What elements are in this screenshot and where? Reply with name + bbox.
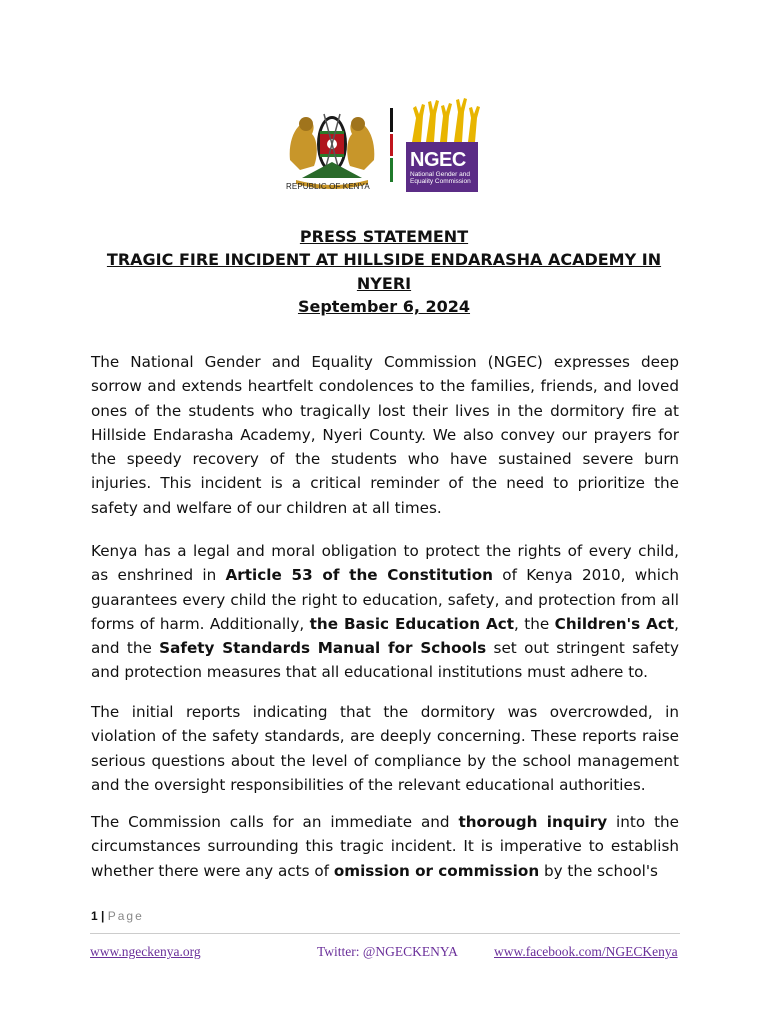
facebook-link[interactable]: www.facebook.com/NGECKenya (494, 944, 678, 959)
ngec-logo-subtitle: National Gender and Equality Commission (410, 171, 471, 185)
paragraph-text: , the (513, 614, 555, 633)
bold-article-53: Article 53 of the Constitution (225, 566, 493, 585)
ngec-logo (406, 142, 478, 192)
website-link[interactable]: www.ngeckenya.org (90, 944, 201, 959)
bold-safety-standards-manual: Safety Standards Manual for Schools (159, 639, 487, 658)
paragraph-condolences: The National Gender and Equality Commission (NGEC) expresses deep sorrow and extends heartfelt condolences to the families, friends, and loved ones of the students who tragically lost their lives in the dormitory fire at Hillside Endarasha Academy, Nyeri County. We also convey our prayers for the speedy recovery of the students who have sustained severe burn injuries. This incident is a critical reminder of the need to prioritize the safety and welfare of our children at all times. (91, 353, 679, 517)
twitter-link[interactable]: Twitter: @NGECKENYA (317, 944, 458, 959)
bold-basic-education-act: the Basic Education Act (309, 614, 514, 633)
coat-caption: REPUBLIC OF KENYA (286, 182, 370, 191)
paragraph-legal-obligation (91, 539, 679, 685)
page-number (91, 909, 144, 923)
bold-omission-or-commission: omission or commission (333, 861, 540, 880)
paragraph-inquiry (91, 810, 679, 883)
paragraph-text: set out stringent safety and protection measures that all educational institutions must adhere to. (91, 639, 680, 682)
paragraph-overcrowding: The initial reports indicating that the dormitory was overcrowded, in violation of the safety standards, are deeply concerning. These reports raise serious questions about the level of compliance by the school management and the oversight responsibilities of the relevant educational authorities. (91, 703, 679, 794)
page-number-value: 1 (91, 909, 98, 923)
paragraph-text: of Kenya 2010, which guarantees every child the right to education, safety, and protection from all forms of harm. Additionally, (91, 566, 679, 633)
page-separator: | (97, 909, 108, 923)
heading-press-statement: PRESS STATEMENT (299, 227, 469, 246)
heading-title-line-1: TRAGIC FIRE INCIDENT AT HILLSIDE ENDARASHA ACADEMY IN (106, 250, 662, 269)
page-label: Page (107, 909, 144, 923)
paragraph-text: by the school's (539, 861, 658, 880)
paragraph-text: The Commission calls for an immediate and (91, 813, 459, 831)
paragraph-text: into the circumstances surrounding this tragic incident. It is imperative to establish whether there were any acts of (91, 813, 679, 880)
bold-childrens-act: Children's Act (554, 614, 675, 633)
raised-hands-icon (406, 96, 482, 142)
header-logos (282, 96, 482, 196)
kenya-flag-bar-icon (390, 108, 393, 182)
footer-divider (90, 933, 680, 934)
bold-thorough-inquiry: thorough inquiry (458, 813, 608, 831)
heading-title-line-2: NYERI (356, 274, 412, 293)
paragraph-text: Kenya has a legal and moral obligation to protect the rights of every child, as enshrined in (91, 542, 679, 585)
ngec-logo-title: NGEC (410, 149, 466, 171)
paragraph-text: , and the (91, 614, 679, 658)
heading-date: September 6, 2024 (297, 297, 471, 316)
